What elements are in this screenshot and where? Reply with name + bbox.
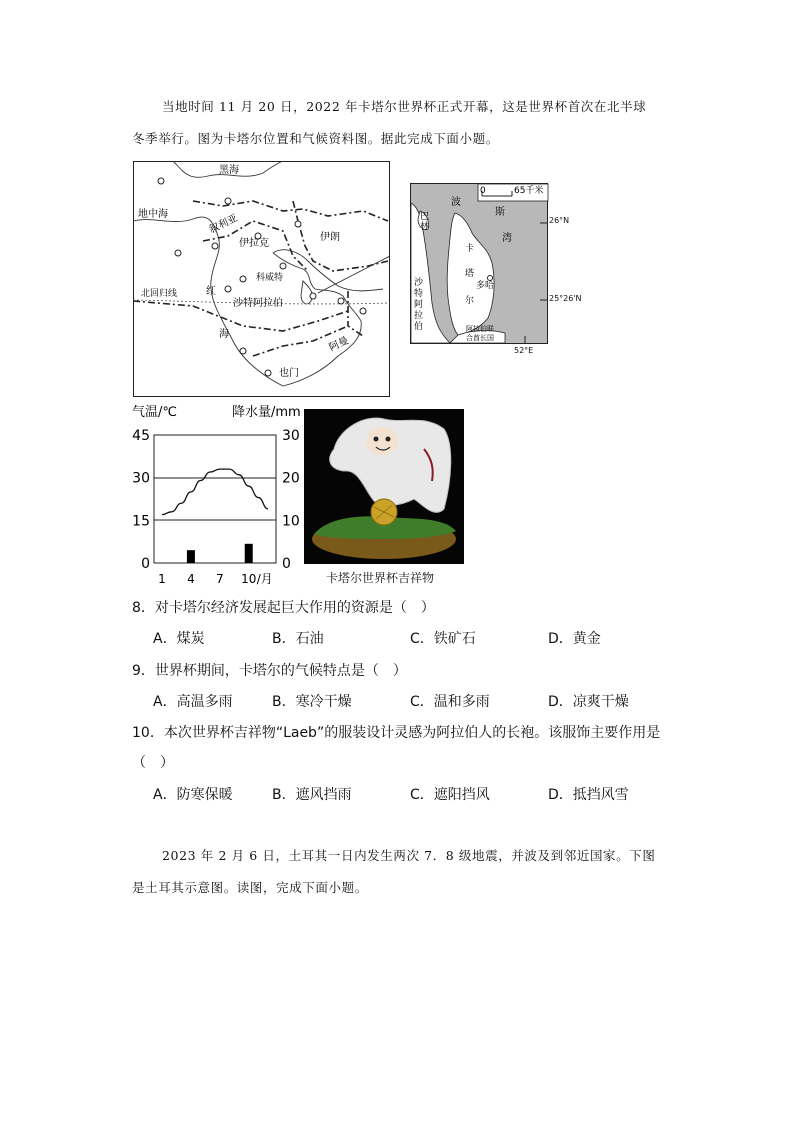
left-tick-label: 15 xyxy=(132,513,150,530)
question-10-stem-continued: （ ） xyxy=(132,755,174,771)
inset-saudi-3: 阿 xyxy=(414,300,424,310)
label-mediterranean: 地中海 xyxy=(138,209,168,220)
passage-2 xyxy=(132,840,662,904)
question-9-option-d[interactable]: D．凉爽干燥 xyxy=(548,694,629,710)
question-9-option-b[interactable]: B．寒冷干燥 xyxy=(272,694,352,710)
x-tick-label: 1 xyxy=(158,572,166,586)
question-9-option-c[interactable]: C．温和多雨 xyxy=(410,694,490,710)
question-9-option-a[interactable]: A．高温多雨 xyxy=(153,694,233,710)
question-10-stem: 10．本次世界杯吉祥物“Laeb”的服装设计灵感为阿拉伯人的长袍。该服饰主要作用是 xyxy=(132,725,661,741)
mascot-illustration xyxy=(304,409,464,564)
inset-bo: 波 xyxy=(451,197,461,208)
climate-chart-svg xyxy=(132,402,304,590)
inset-uae-1: 阿拉伯联 xyxy=(466,325,494,333)
inset-saudi-2: 特 xyxy=(414,289,424,299)
label-iran: 伊朗 xyxy=(320,232,340,243)
inset-lat-2: 25°26'N xyxy=(549,294,582,303)
question-8-option-a[interactable]: A．煤炭 xyxy=(153,631,205,647)
inset-lat-1: 26°N xyxy=(549,216,570,225)
question-8-stem: 8．对卡塔尔经济发展起巨大作用的资源是（ ） xyxy=(132,600,435,616)
right-tick-label: 20 xyxy=(282,470,300,487)
question-8-option-d[interactable]: D．黄金 xyxy=(548,631,601,647)
chart-ylabel-left: 气温/℃ xyxy=(132,405,177,420)
question-10-option-d[interactable]: D．抵挡风雪 xyxy=(548,787,629,803)
label-red: 红 xyxy=(206,286,216,297)
scale-zero: 0 xyxy=(480,186,486,196)
label-iraq: 伊拉克 xyxy=(239,238,269,249)
qatar-inset-map xyxy=(410,183,582,355)
question-10-option-b[interactable]: B．遮风挡雨 xyxy=(272,787,352,803)
passage-1 xyxy=(132,91,662,155)
inset-uae-2: 合酋长国 xyxy=(466,334,494,342)
question-10-option-c[interactable]: C．遮阳挡风 xyxy=(410,787,490,803)
label-saudi: 沙特阿拉伯 xyxy=(233,298,283,309)
chart-ylabel-right: 降水量/mm xyxy=(232,405,301,420)
passage-1-line-1: 当地时间 11 月 20 日，2022 年卡塔尔世界杯正式开幕，这是世界杯首次在北半球 xyxy=(162,99,647,114)
inset-ka: 卡 xyxy=(465,244,475,254)
inset-er: 尔 xyxy=(465,296,475,306)
left-tick-label: 0 xyxy=(141,556,150,572)
left-tick-label: 45 xyxy=(132,428,150,444)
right-tick-label: 10 xyxy=(282,513,300,530)
inset-wan: 湾 xyxy=(502,233,512,244)
left-tick-label: 30 xyxy=(132,470,150,487)
right-tick-label: 30 xyxy=(282,428,300,444)
x-tick-label: 7 xyxy=(215,572,224,586)
x-tick-label: 4 xyxy=(187,572,195,586)
mascot-caption: 卡塔尔世界杯吉祥物 xyxy=(326,571,435,585)
label-oman: 阿曼 xyxy=(327,335,351,354)
qatar-inset-svg xyxy=(410,183,573,344)
precipitation-bar xyxy=(187,550,195,563)
inset-saudi-5: 伯 xyxy=(414,322,424,332)
precipitation-bar xyxy=(245,544,253,563)
inset-saudi-4: 拉 xyxy=(414,311,424,321)
question-8-option-c[interactable]: C．铁矿石 xyxy=(410,631,476,647)
label-yemen: 也门 xyxy=(279,368,299,379)
scale-label: 65千米 xyxy=(514,186,544,196)
climate-chart xyxy=(132,402,304,590)
inset-saudi-1: 沙 xyxy=(414,278,424,288)
inset-lon: 52°E xyxy=(514,346,534,355)
passage-2-line-2: 是土耳其示意图。读图，完成下面小题。 xyxy=(132,880,368,895)
label-tropic: 北回归线 xyxy=(141,289,178,299)
inset-si: 斯 xyxy=(495,207,505,218)
question-8-option-b[interactable]: B．石油 xyxy=(272,631,324,647)
x-unit-label: /月 xyxy=(256,572,273,586)
passage-1-line-2: 冬季举行。图为卡塔尔位置和气候资料图。据此完成下面小题。 xyxy=(132,131,499,146)
x-tick-label: 10 xyxy=(241,572,257,586)
mascot-photo xyxy=(304,409,464,564)
inset-doha: 多哈 xyxy=(476,281,495,291)
inset-lin: 林 xyxy=(420,222,430,232)
right-tick-label: 0 xyxy=(282,556,291,572)
middle-east-map-svg xyxy=(133,161,390,397)
label-kuwait: 科威特 xyxy=(256,273,284,283)
middle-east-map xyxy=(133,161,390,397)
question-9-stem: 9．世界杯期间，卡塔尔的气候特点是（ ） xyxy=(132,663,407,679)
temperature-line xyxy=(162,469,268,515)
label-syria: 叙利亚 xyxy=(207,213,240,236)
question-10-option-a[interactable]: A．防寒保暖 xyxy=(153,787,233,803)
passage-2-line-1: 2023 年 2 月 6 日，土耳其一日内发生两次 7．8 级地震，并波及到邻近国家。下图 xyxy=(162,848,656,863)
label-sea: 海 xyxy=(219,329,229,340)
inset-ba: 巴 xyxy=(420,212,430,222)
inset-ta: 塔 xyxy=(465,269,475,279)
label-black-sea: 黑海 xyxy=(219,165,239,176)
